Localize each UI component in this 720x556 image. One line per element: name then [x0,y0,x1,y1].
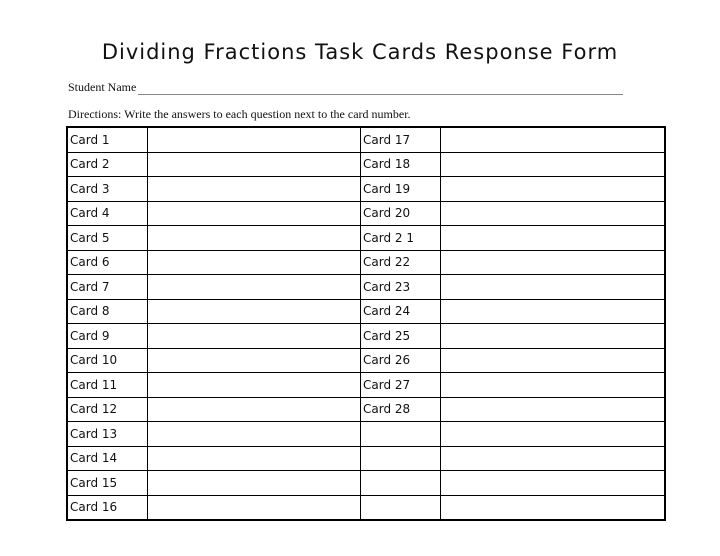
answer-cell-right[interactable] [441,373,666,398]
table-row [67,127,665,152]
answer-cell-left[interactable] [148,348,361,373]
answer-cell-left[interactable] [148,226,361,251]
answer-cell-left[interactable] [148,201,361,226]
table-row [67,177,665,202]
answer-cell-right[interactable] [441,275,666,300]
card-label-right: Card 19 [361,177,441,202]
card-label-left: Card 13 [67,422,148,447]
response-table [66,126,666,521]
card-label-left: Card 14 [67,446,148,471]
table-row [67,250,665,275]
answer-cell-left[interactable] [148,446,361,471]
card-label-left: Card 6 [67,250,148,275]
table-row [67,495,665,520]
card-label-right [361,446,441,471]
table-row [67,324,665,349]
answer-cell-left[interactable] [148,422,361,447]
answer-cell-left[interactable] [148,299,361,324]
answer-cell-right[interactable] [441,127,666,152]
answer-cell-right[interactable] [441,422,666,447]
card-label-left: Card 9 [67,324,148,349]
card-label-right [361,422,441,447]
table-row [67,373,665,398]
card-label-right: Card 28 [361,397,441,422]
card-label-left: Card 4 [67,201,148,226]
card-label-right: Card 20 [361,201,441,226]
card-label-left: Card 2 [67,152,148,177]
answer-cell-right[interactable] [441,348,666,373]
card-label-left: Card 8 [67,299,148,324]
card-label-right: Card 24 [361,299,441,324]
table-row [67,397,665,422]
table-row [67,152,665,177]
table-row [67,201,665,226]
student-name-field[interactable] [138,84,623,95]
card-label-left: Card 7 [67,275,148,300]
card-label-left: Card 1 [67,127,148,152]
answer-cell-left[interactable] [148,324,361,349]
answer-cell-right[interactable] [441,250,666,275]
card-label-right: Card 27 [361,373,441,398]
answer-cell-left[interactable] [148,275,361,300]
answer-cell-right[interactable] [441,152,666,177]
table-row [67,446,665,471]
directions-text: Directions: Write the answers to each question next to the card number. [68,107,411,121]
answer-cell-right[interactable] [441,226,666,251]
card-label-right: Card 23 [361,275,441,300]
card-label-left: Card 5 [67,226,148,251]
answer-cell-left[interactable] [148,495,361,520]
table-row [67,226,665,251]
answer-cell-right[interactable] [441,177,666,202]
card-label-left: Card 10 [67,348,148,373]
student-name-label: Student Name [68,80,137,94]
answer-cell-right[interactable] [441,299,666,324]
table-row [67,299,665,324]
card-label-right: Card 22 [361,250,441,275]
card-label-right [361,495,441,520]
card-label-left: Card 11 [67,373,148,398]
card-label-right: Card 17 [361,127,441,152]
card-label-right: Card 18 [361,152,441,177]
answer-cell-left[interactable] [148,250,361,275]
answer-cell-left[interactable] [148,471,361,496]
card-label-right: Card 2 1 [361,226,441,251]
table-row [67,348,665,373]
card-label-right [361,471,441,496]
card-label-right: Card 25 [361,324,441,349]
answer-cell-right[interactable] [441,446,666,471]
answer-cell-left[interactable] [148,397,361,422]
table-row [67,471,665,496]
answer-cell-right[interactable] [441,201,666,226]
card-label-right: Card 26 [361,348,441,373]
answer-cell-right[interactable] [441,495,666,520]
page-title: Dividing Fractions Task Cards Response Form [101,40,619,64]
answer-cell-left[interactable] [148,152,361,177]
answer-cell-left[interactable] [148,177,361,202]
card-label-left: Card 16 [67,495,148,520]
card-label-left: Card 15 [67,471,148,496]
table-row [67,275,665,300]
card-label-left: Card 12 [67,397,148,422]
student-name-row [68,80,623,95]
answer-cell-left[interactable] [148,373,361,398]
card-label-left: Card 3 [67,177,148,202]
table-row [67,422,665,447]
answer-cell-right[interactable] [441,324,666,349]
answer-cell-left[interactable] [148,127,361,152]
answer-cell-right[interactable] [441,397,666,422]
answer-cell-right[interactable] [441,471,666,496]
